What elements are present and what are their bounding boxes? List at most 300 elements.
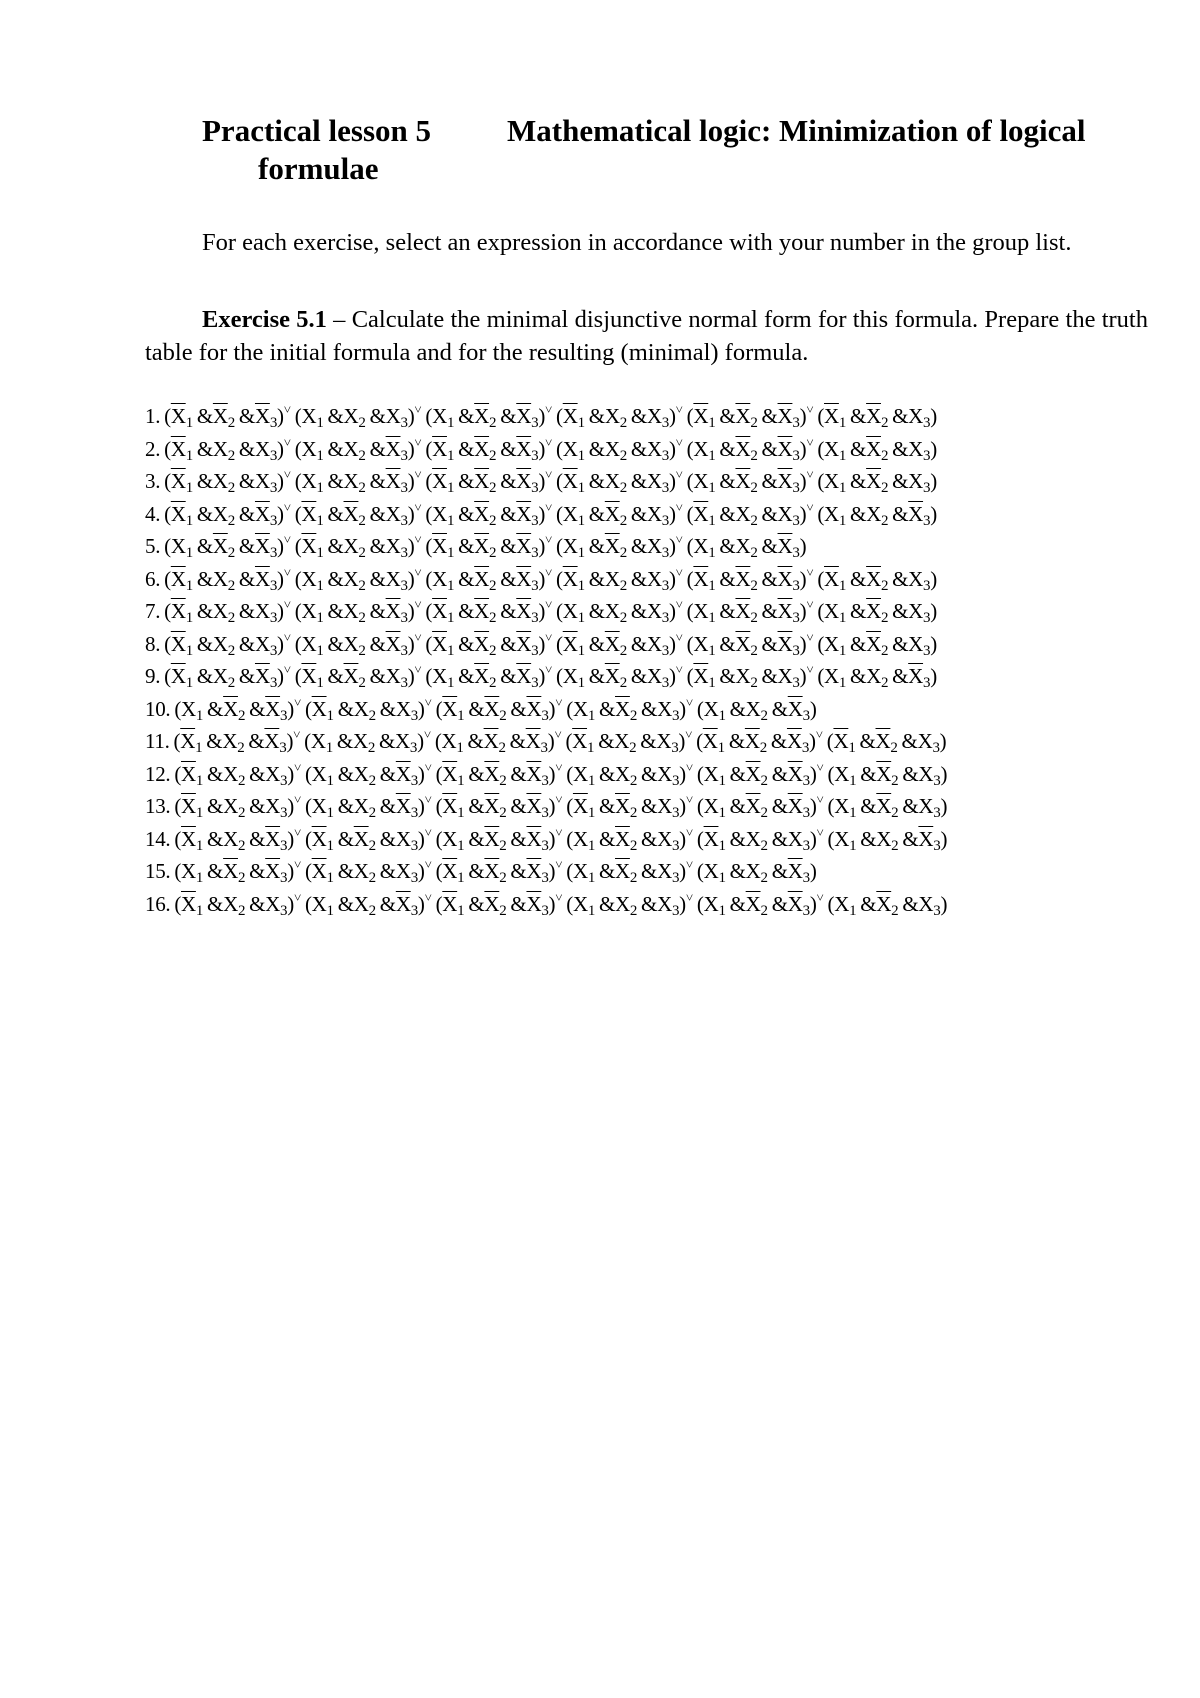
variable-index: 1: [326, 870, 334, 886]
variable-term: [170, 566, 193, 594]
and-operator: &: [458, 404, 475, 428]
and-operator: &: [238, 534, 255, 558]
variable-term: [908, 404, 931, 431]
conjunction-term: [164, 664, 284, 691]
variable-index: 1: [708, 447, 716, 464]
variable-index: 2: [227, 642, 235, 659]
variable-index: 3: [280, 870, 288, 886]
variable-index: 2: [489, 675, 497, 691]
open-paren: (: [304, 891, 312, 916]
variable: X: [745, 696, 761, 721]
or-operator: ˅: [806, 499, 814, 515]
variable-index: 1: [446, 447, 455, 464]
variable-index: 2: [629, 707, 638, 724]
close-paren: ): [538, 566, 546, 591]
close-paren: ): [668, 469, 676, 493]
and-operator: &: [467, 729, 484, 753]
variable-index: 3: [671, 837, 680, 854]
or-operator: ˅: [816, 889, 824, 905]
variable-index: 3: [923, 675, 931, 691]
close-paren: ): [678, 729, 686, 753]
variable-term: [703, 826, 726, 854]
formula-number: 3.: [145, 469, 161, 493]
or-operator: ˅: [806, 434, 814, 450]
open-paren: (: [817, 469, 825, 493]
variable-term: [735, 404, 758, 431]
conjunction-term: [696, 859, 817, 886]
variable-term: [604, 436, 627, 464]
variable-index: 3: [923, 415, 931, 431]
variable-index: 1: [185, 642, 193, 659]
variable-index: 2: [890, 740, 898, 756]
or-operator: ˅: [555, 792, 563, 807]
and-operator: &: [468, 859, 485, 883]
and-operator: &: [500, 534, 517, 558]
variable-index: 1: [849, 902, 857, 919]
or-operator: ˅: [283, 564, 291, 580]
variable: X: [562, 599, 578, 623]
variable-term: [181, 826, 204, 854]
open-paren: (: [556, 501, 563, 526]
variable-term: [395, 859, 418, 886]
close-paren: ): [679, 761, 686, 786]
variable-term: [745, 859, 768, 886]
variable-index: 3: [541, 772, 549, 789]
variable-index: 1: [838, 512, 847, 529]
open-paren: (: [556, 631, 563, 656]
variable: X: [212, 501, 228, 526]
variable: X: [385, 566, 401, 591]
negated-variable: $\overline{X}$: [181, 826, 196, 851]
conjunction-term: [696, 696, 817, 724]
and-operator: &: [500, 599, 517, 623]
variable-term: [343, 501, 366, 529]
variable-index: 2: [368, 772, 376, 789]
variable-index: 1: [838, 447, 847, 464]
and-operator: &: [761, 664, 778, 688]
close-paren: ): [930, 436, 937, 461]
variable-index: 2: [358, 545, 366, 561]
conjunction-term: [164, 436, 284, 464]
conjunction-term: [827, 761, 948, 789]
close-paren: ): [668, 501, 676, 526]
variable-term: [181, 859, 204, 886]
variable-term: [474, 631, 497, 659]
negated-variable: $\overline{X}$: [787, 696, 803, 721]
open-paren: (: [817, 664, 825, 688]
negated-variable: $\overline{X}$: [876, 891, 892, 916]
and-operator: &: [468, 761, 485, 786]
formula-number: 2.: [145, 436, 161, 461]
variable-index: 3: [400, 480, 408, 496]
open-paren: (: [696, 891, 704, 916]
open-paren: (: [686, 599, 694, 623]
variable-index: 2: [237, 870, 246, 886]
variable-index: 1: [587, 870, 596, 886]
negated-variable: $\overline{X}$: [703, 826, 719, 851]
close-paren: ): [287, 891, 294, 916]
variable: X: [301, 631, 317, 656]
and-operator: &: [641, 859, 658, 883]
and-operator: &: [719, 566, 736, 591]
variable: X: [572, 761, 588, 786]
variable-index: 1: [708, 577, 716, 594]
and-operator: &: [892, 469, 909, 493]
negated-variable: $\overline{X}$: [918, 826, 934, 851]
close-paren: ): [940, 761, 948, 786]
variable-index: 1: [185, 512, 193, 529]
variable-term: [311, 826, 334, 854]
and-operator: &: [196, 566, 213, 591]
variable-index: 2: [489, 577, 497, 594]
variable-index: 3: [661, 415, 669, 431]
and-operator: &: [500, 566, 517, 591]
close-paren: ): [668, 599, 676, 623]
and-operator: &: [238, 404, 255, 428]
negated-variable: $\overline{X}$: [908, 501, 924, 526]
variable: X: [777, 664, 793, 688]
variable-index: 1: [577, 642, 585, 659]
variable: X: [876, 826, 892, 851]
or-operator: ˅: [806, 564, 814, 580]
and-operator: &: [510, 761, 527, 786]
conjunction-term: [425, 599, 546, 626]
open-paren: (: [686, 534, 694, 558]
negated-variable: $\overline{X}$: [787, 794, 803, 818]
and-operator: &: [588, 566, 605, 591]
formula-line: [145, 628, 1185, 661]
variable-index: 2: [498, 740, 506, 756]
variable: X: [301, 469, 317, 493]
variable: X: [604, 404, 620, 428]
conjunction-term: [425, 404, 546, 431]
negated-variable: $\overline{X}$: [777, 469, 793, 493]
or-operator: ˅: [414, 662, 422, 677]
variable-term: [824, 631, 847, 659]
variable-term: [562, 534, 585, 561]
variable-index: 1: [577, 545, 585, 561]
and-operator: &: [598, 891, 616, 916]
variable: X: [212, 469, 228, 493]
and-operator: &: [337, 891, 354, 916]
conjunction-term: [164, 404, 284, 431]
and-operator: &: [598, 794, 616, 818]
and-operator: &: [249, 826, 266, 851]
and-operator: &: [598, 729, 615, 753]
variable-term: [264, 729, 287, 756]
variable-index: 1: [326, 837, 334, 854]
variable: X: [223, 794, 238, 818]
negated-variable: $\overline{X}$: [212, 404, 228, 428]
close-paren: ): [417, 859, 425, 883]
variable-term: [646, 534, 669, 561]
variable-term: [703, 794, 726, 821]
variable-term: [301, 534, 324, 561]
open-paren: (: [435, 761, 443, 786]
or-operator: ˅: [423, 727, 431, 742]
and-operator: &: [630, 599, 647, 623]
negated-variable: $\overline{X}$: [170, 664, 186, 688]
variable-index: 2: [367, 740, 376, 756]
or-operator: ˅: [283, 467, 291, 482]
open-paren: (: [304, 859, 312, 883]
open-paren: (: [164, 566, 171, 591]
variable-term: [432, 664, 455, 691]
close-paren: ): [277, 664, 284, 688]
and-operator: &: [369, 469, 386, 493]
variable-index: 3: [661, 577, 669, 594]
negated-variable: $\overline{X}$: [353, 826, 369, 851]
open-paren: (: [174, 826, 182, 851]
close-paren: ): [930, 469, 937, 493]
and-operator: &: [369, 404, 386, 428]
variable-term: [876, 826, 899, 854]
variable-term: [385, 469, 408, 496]
variable: X: [343, 599, 359, 623]
variable-term: [562, 436, 585, 464]
variable-index: 1: [446, 545, 455, 561]
variable-index: 3: [661, 545, 669, 561]
variable-term: [432, 631, 455, 659]
and-operator: &: [238, 501, 255, 526]
conjunction-term: [425, 436, 546, 464]
variable-term: [834, 794, 857, 821]
or-operator: ˅: [555, 857, 563, 872]
variable-index: 2: [891, 772, 899, 789]
variable-index: 2: [358, 512, 366, 529]
variable-index: 2: [499, 707, 507, 724]
variable-index: 2: [368, 870, 376, 886]
and-operator: &: [902, 826, 919, 851]
variable-index: 3: [671, 707, 680, 724]
variable-term: [735, 469, 758, 496]
variable-index: 2: [237, 805, 246, 821]
and-operator: &: [598, 859, 616, 883]
variable-index: 1: [577, 512, 585, 529]
close-paren: ): [809, 826, 817, 851]
variable-term: [223, 696, 246, 724]
close-paren: ): [930, 501, 937, 526]
variable-term: [265, 891, 288, 919]
negated-variable: $\overline{X}$: [223, 696, 238, 721]
variable: X: [432, 566, 447, 591]
variable: X: [353, 794, 369, 818]
variable-term: [526, 794, 549, 821]
variable-index: 2: [880, 642, 889, 659]
negated-variable: $\overline{X}$: [385, 436, 401, 461]
variable-term: [735, 599, 758, 626]
variable: X: [824, 436, 839, 461]
open-paren: (: [686, 631, 694, 656]
variable-index: 1: [326, 707, 334, 724]
variable: X: [646, 566, 662, 591]
variable-index: 1: [316, 577, 324, 594]
variable-index: 2: [227, 675, 235, 691]
variable: X: [657, 761, 672, 786]
variable-index: 1: [316, 642, 324, 659]
variable-index: 1: [185, 577, 193, 594]
variable-term: [876, 794, 899, 821]
and-operator: &: [630, 534, 647, 558]
variable-term: [777, 664, 800, 691]
open-paren: (: [164, 631, 171, 656]
and-operator: &: [850, 664, 867, 688]
variable-index: 3: [531, 675, 539, 691]
variable-index: 2: [629, 805, 638, 821]
negated-variable: $\overline{X}$: [395, 891, 411, 916]
negated-variable: $\overline{X}$: [181, 794, 196, 818]
or-operator: ˅: [685, 727, 693, 742]
close-paren: ): [407, 664, 415, 688]
variable-term: [516, 534, 539, 561]
open-paren: (: [686, 404, 694, 428]
variable-index: 1: [457, 707, 465, 724]
variable-index: 3: [932, 740, 940, 756]
and-operator: &: [892, 566, 909, 591]
negated-variable: $\overline{X}$: [484, 696, 500, 721]
negated-variable: $\overline{X}$: [442, 859, 458, 883]
variable-term: [824, 664, 847, 691]
and-operator: &: [369, 534, 386, 558]
open-paren: (: [304, 696, 312, 721]
close-paren: ): [679, 859, 686, 883]
and-operator: &: [337, 794, 354, 818]
and-operator: &: [327, 501, 344, 526]
negated-variable: $\overline{X}$: [866, 404, 881, 428]
variable-term: [615, 761, 638, 789]
close-paren: ): [940, 891, 948, 916]
variable-term: [353, 696, 376, 724]
variable: X: [223, 826, 238, 851]
variable-term: [908, 436, 931, 464]
and-operator: &: [860, 794, 877, 818]
close-paren: ): [277, 534, 284, 558]
variable: X: [908, 436, 924, 461]
open-paren: (: [294, 534, 302, 558]
variable-term: [223, 761, 246, 789]
variable-index: 3: [540, 740, 548, 756]
variable-index: 2: [629, 902, 638, 919]
negated-variable: $\overline{X}$: [876, 794, 892, 818]
variable-term: [604, 566, 627, 594]
variable: X: [745, 859, 761, 883]
open-paren: (: [556, 534, 563, 558]
conjunction-term: [826, 729, 947, 756]
open-paren: (: [174, 696, 182, 721]
conjunction-term: [686, 664, 807, 691]
and-operator: &: [902, 794, 919, 818]
variable-term: [432, 469, 455, 496]
variable-term: [212, 664, 235, 691]
variable: X: [657, 794, 672, 818]
variable-term: [516, 599, 539, 626]
variable-term: [908, 631, 931, 659]
variable-term: [866, 501, 889, 529]
variable-term: [254, 566, 278, 594]
negated-variable: $\overline{X}$: [516, 599, 532, 623]
variable-term: [657, 696, 680, 724]
or-operator: ˅: [685, 857, 693, 872]
or-operator: ˅: [293, 694, 301, 710]
variable-index: 3: [531, 545, 539, 561]
variable-term: [693, 469, 716, 496]
variable-index: 1: [195, 837, 204, 854]
or-operator: ˅: [414, 629, 422, 645]
variable-term: [223, 891, 246, 919]
conjunction-term: [435, 859, 556, 886]
variable-term: [604, 664, 627, 691]
negated-variable: $\overline{X}$: [824, 404, 839, 428]
variable-term: [866, 631, 889, 659]
variable-index: 2: [750, 512, 758, 529]
close-paren: ): [548, 826, 556, 851]
open-paren: (: [827, 826, 835, 851]
variable-term: [918, 794, 941, 821]
formula-number: 7.: [145, 599, 161, 623]
conjunction-term: [294, 404, 415, 431]
and-operator: &: [850, 469, 867, 493]
and-operator: &: [327, 566, 344, 591]
negated-variable: $\overline{X}$: [301, 501, 317, 526]
variable-index: 2: [489, 415, 497, 431]
or-operator: ˅: [675, 499, 683, 515]
variable-term: [646, 664, 669, 691]
open-paren: (: [294, 566, 302, 591]
variable-term: [735, 501, 758, 529]
conjunction-term: [425, 469, 546, 496]
variable: X: [395, 859, 411, 883]
conjunction-term: [696, 826, 817, 854]
variable-index: 1: [185, 415, 193, 431]
or-operator: ˅: [545, 499, 553, 515]
negated-variable: $\overline{X}$: [311, 826, 327, 851]
and-operator: &: [458, 534, 475, 558]
or-operator: ˅: [424, 759, 432, 775]
and-operator: &: [327, 631, 344, 656]
conjunction-term: [556, 404, 676, 431]
and-operator: &: [238, 436, 255, 461]
or-operator: ˅: [675, 597, 683, 612]
variable-index: 2: [880, 675, 889, 691]
variable-index: 3: [923, 447, 931, 464]
variable-term: [824, 436, 847, 464]
variable-index: 3: [410, 772, 418, 789]
and-operator: &: [892, 664, 909, 688]
variable: X: [301, 404, 317, 428]
variable-term: [441, 729, 464, 756]
negated-variable: $\overline{X}$: [908, 664, 924, 688]
open-paren: (: [566, 891, 573, 916]
open-paren: (: [686, 664, 694, 688]
variable: X: [824, 599, 839, 623]
variable-index: 2: [499, 772, 507, 789]
variable-term: [572, 794, 596, 821]
and-operator: &: [369, 436, 386, 461]
variable-term: [693, 436, 716, 464]
variable-term: [693, 501, 716, 529]
variable: X: [572, 859, 588, 883]
close-paren: ): [407, 631, 415, 656]
and-operator: &: [336, 729, 353, 753]
and-operator: &: [369, 501, 386, 526]
and-operator: &: [500, 631, 517, 656]
variable-term: [824, 404, 847, 431]
formula-line: [145, 693, 1185, 726]
variable-index: 1: [446, 415, 455, 431]
negated-variable: $\overline{X}$: [254, 534, 270, 558]
variable-index: 3: [792, 545, 800, 561]
formula-line: [145, 855, 1185, 888]
